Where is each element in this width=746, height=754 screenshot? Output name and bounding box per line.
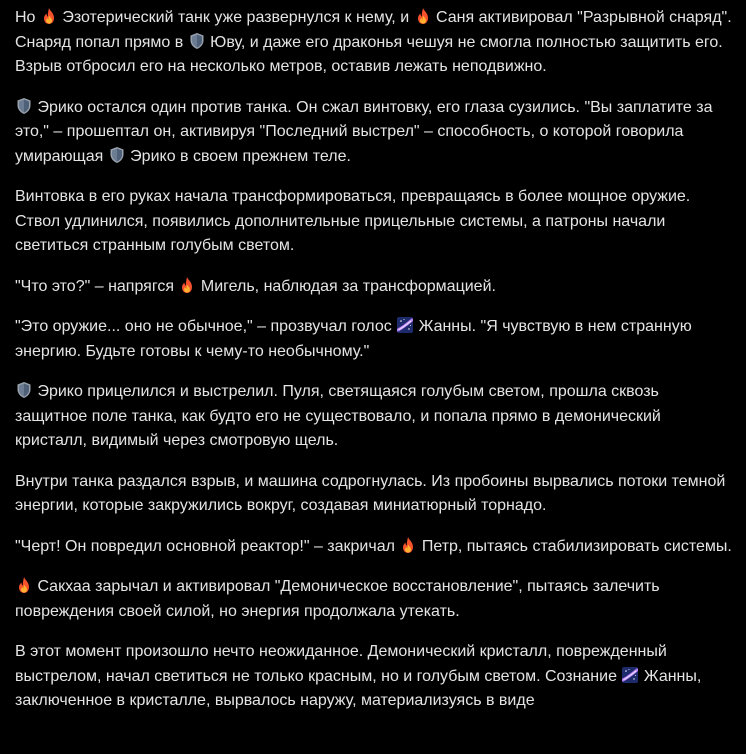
paragraph-text: Эрико в своем прежнем теле. bbox=[125, 147, 351, 165]
fire-icon bbox=[415, 7, 431, 25]
shield-icon bbox=[16, 381, 32, 399]
paragraph-text: "Что это?" – напрягся bbox=[15, 277, 179, 295]
paragraph-text: Сакхаа зарычал и активировал "Демоническое восстановление", пытаясь залечить повреждения своей силой, но энергия продолжала утекать. bbox=[15, 578, 660, 620]
message-paragraph bbox=[15, 640, 735, 714]
paragraph-text: "Черт! Он повредил основной реактор!" – закричал bbox=[15, 537, 400, 555]
fire-icon bbox=[179, 276, 195, 294]
paragraph-text: В этот момент произошло нечто неожиданное. Демонический кристалл, поврежденный выстрелом, начал светиться не только красным, но и голубым светом. Сознание bbox=[15, 643, 667, 685]
message-paragraph bbox=[15, 535, 735, 560]
paragraph-text: Эрико остался один против танка. Он сжал винтовку, его глаза сузились. "Вы заплатите за это," – прошептал он, активируя "Последний выстрел" – способность, о которой говорила умирающая bbox=[15, 98, 713, 165]
fire-icon bbox=[400, 536, 416, 554]
paragraph-text: Внутри танка раздался взрыв, и машина содрогнулась. Из пробоины вырвались потоки темной энергии, которые закружились вокруг, создавая миниатюрный торнадо. bbox=[15, 472, 726, 514]
paragraph-text: Юву, и даже его драконья чешуя не смогла полностью защитить его. Взрыв отбросил его на несколько метров, оставив лежать неподвижно. bbox=[15, 33, 723, 75]
paragraph-text: Петр, пытаясь стабилизировать системы. bbox=[417, 537, 732, 555]
paragraph-text: "Это оружие... оно не обычное," – прозвучал голос bbox=[15, 318, 397, 335]
fire-icon bbox=[41, 7, 57, 25]
paragraph-text: Винтовка в его руках начала трансформироваться, превращаясь в более мощное оружие. Ствол удлинился, появились дополнительные прицельные системы, а патроны начали светиться странным голубым светом. bbox=[15, 188, 691, 254]
paragraph-text: Мигель, наблюдая за трансформацией. bbox=[196, 277, 496, 295]
shield-icon bbox=[109, 146, 125, 164]
message-paragraph bbox=[15, 6, 735, 80]
paragraph-text: Саня активировал "Разрывной снаряд". Снаряд попал прямо в bbox=[15, 9, 732, 51]
paragraph-text: Эзотерический танк уже развернулся к нему, и bbox=[57, 9, 414, 26]
paragraph-text: Жанны. "Я чувствую в нем странную энергию. Будьте готовы к чему-то необычному." bbox=[15, 318, 692, 360]
message-paragraph bbox=[15, 315, 735, 364]
message-paragraph bbox=[15, 96, 735, 170]
message-paragraph bbox=[15, 380, 735, 454]
message-paragraph bbox=[15, 275, 735, 300]
message-paragraph bbox=[15, 575, 735, 624]
message-paragraph bbox=[15, 185, 735, 259]
shield-icon bbox=[16, 97, 32, 115]
paragraph-text: Но bbox=[15, 9, 40, 26]
paragraph-text: Жанны, заключенное в кристалле, вырвалось наружу, материализуясь в виде bbox=[15, 667, 702, 709]
chat-message-body bbox=[15, 6, 735, 730]
fire-icon bbox=[16, 576, 32, 594]
shield-icon bbox=[189, 32, 205, 50]
milky-way-icon bbox=[397, 316, 413, 334]
milky-way-icon bbox=[622, 666, 638, 684]
paragraph-text: Эрико прицелился и выстрелил. Пуля, светящаяся голубым светом, прошла сквозь защитное поле танка, как будто его не существовало, и попала прямо в демонический кристалл, видимый через смотровую щель. bbox=[15, 383, 661, 449]
message-paragraph bbox=[15, 470, 735, 519]
